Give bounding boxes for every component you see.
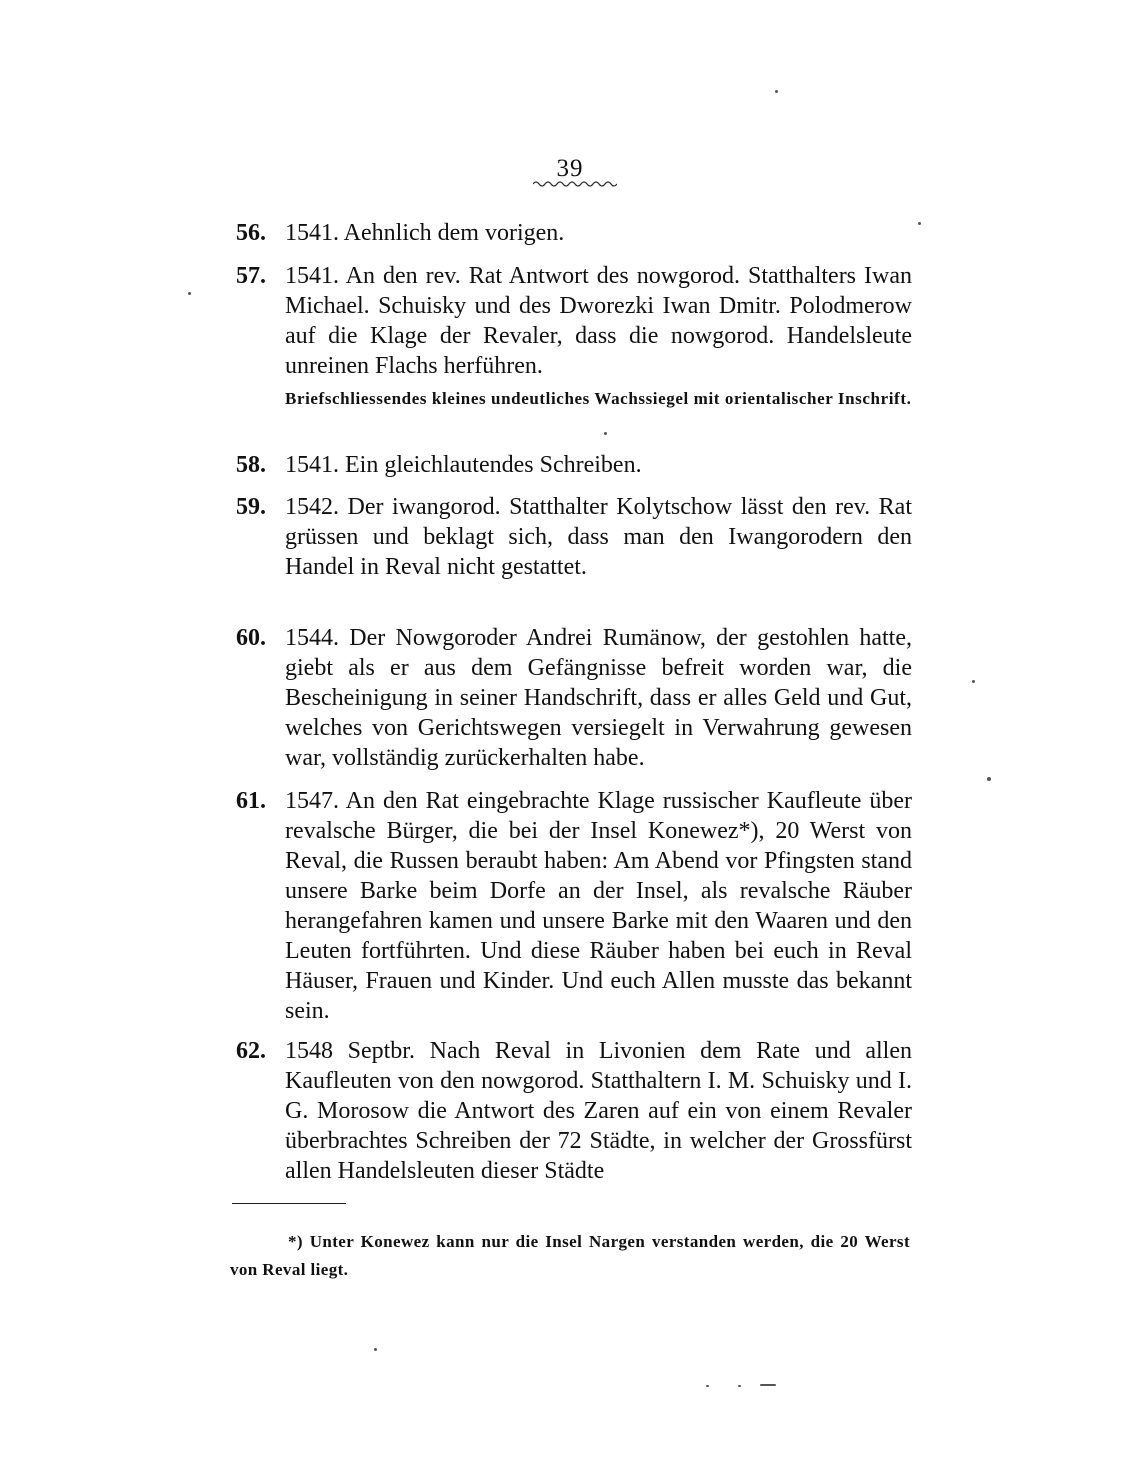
entry-61 [236, 786, 912, 1026]
page-number: 39 [556, 155, 584, 182]
entry-58 [236, 450, 912, 480]
print-speck [706, 1385, 709, 1387]
entry-number: 61. [236, 788, 266, 814]
entry-number: 56. [236, 220, 266, 246]
entry-62 [236, 1036, 912, 1186]
entry-number: 58. [236, 452, 266, 478]
entry-text: 1541. Ein gleichlautendes Schreiben. [285, 452, 642, 478]
entry-number: 57. [236, 263, 266, 289]
page-number-ornament [533, 180, 617, 188]
entry-text: 1541. Aehnlich dem vorigen. [285, 220, 565, 246]
entry-text: 1542. Der iwangorod. Statthalter Kolytschow lässt den rev. Rat grüssen und beklagt sich, dass man den Iwangorodern den Handel in Reval nicht gestattet. [285, 494, 912, 580]
print-speck [374, 1348, 377, 1351]
entry-60 [236, 623, 912, 773]
print-speck [918, 222, 921, 225]
entry-text: 1541. An den rev. Rat Antwort des nowgorod. Statthalters Iwan Michael. Schuisky und des Dworezki Iwan Dmitr. Polodmerow auf die Klage der Revaler, dass die nowgorod. Handelsleute unreinen Flachs herführen. [285, 263, 912, 379]
entry-59 [236, 492, 912, 582]
print-speck [738, 1385, 741, 1387]
entry-seal-note: Briefschliessendes kleines undeutliches Wachssiegel mit orientalischer Inschrift. [285, 389, 912, 408]
print-speck [188, 292, 191, 295]
footnote-separator [232, 1203, 346, 1204]
print-speck [604, 432, 607, 435]
entry-number: 59. [236, 494, 266, 520]
entry-text: 1547. An den Rat eingebrachte Klage russischer Kaufleute über revalsche Bürger, die bei der Insel Konewez*), 20 Werst von Reval, die Russen beraubt haben: Am Abend vor Pfingsten stand unsere Barke beim Dorfe an der Insel, als revalsche Räuber herangefahren kamen und unsere Barke mit den Waaren und den Leuten fortführten. Und diese Räuber haben bei euch in Reval Häuser, Frauen und Kinder. Und euch Allen musste das bekannt sein. [285, 788, 912, 1024]
print-speck [987, 777, 991, 781]
entry-56 [236, 218, 912, 248]
entry-number: 60. [236, 625, 266, 651]
print-speck [972, 680, 975, 683]
entry-57 [236, 261, 912, 411]
print-speck [760, 1384, 776, 1386]
entry-number: 62. [236, 1038, 266, 1064]
footnote: *) Unter Konewez kann nur die Insel Nargen verstanden werden, die 20 Werst von Reval liegt. [230, 1232, 910, 1279]
entry-text: 1544. Der Nowgoroder Andrei Rumänow, der gestohlen hatte, giebt als er aus dem Gefängnisse befreit worden war, die Bescheinigung in seiner Handschrift, dass er alles Geld und Gut, welches von Gerichtswegen versiegelt in Verwahrung gewesen war, vollständig zurückerhalten habe. [285, 625, 912, 771]
entry-text: 1548 Septbr. Nach Reval in Livonien dem Rate und allen Kaufleuten von den nowgorod. Statthaltern I. M. Schuisky und I. G. Morosow die Antwort des Zaren auf ein von einem Revaler überbrachtes Schreiben der 72 Städte, in welcher der Grossfürst allen Handelsleuten dieser Städte [285, 1038, 912, 1184]
print-speck [775, 90, 778, 93]
